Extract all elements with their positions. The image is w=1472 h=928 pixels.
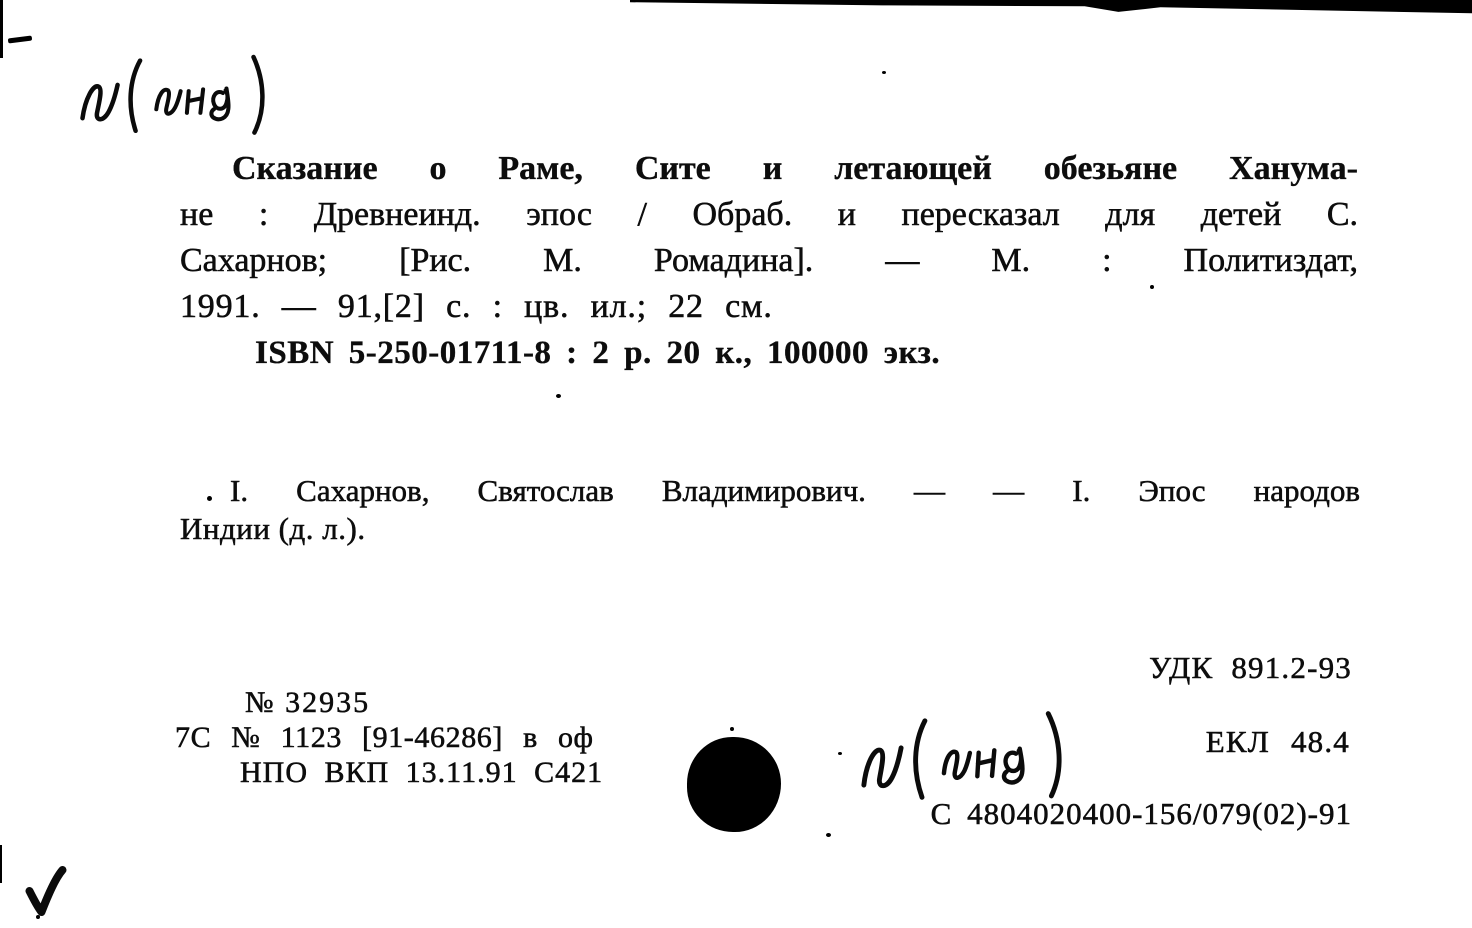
handwritten-class-mark-bottom [844, 703, 1088, 807]
accession-number: № 32935 [245, 686, 371, 719]
checkmark-icon [24, 866, 70, 918]
scan-speck [556, 394, 561, 398]
scan-speck [36, 915, 40, 919]
accession-stamp-block [175, 685, 603, 790]
scan-edge-left-line-lower [0, 845, 2, 883]
scan-pencil-dash [8, 36, 32, 44]
title-line-4: 1991. — 91,[2] с. : цв. ил.; 22 см. [180, 288, 773, 325]
title-line-1: Сказание о Раме, Сите и летающей обезьяне Ханума- [232, 150, 1358, 187]
scan-speck [826, 833, 831, 837]
udc-code: УДК 891.2-93 [1149, 650, 1352, 685]
tracings-block [180, 472, 1360, 548]
scan-speck [207, 496, 212, 501]
scan-speck [882, 71, 886, 74]
scan-speck [838, 752, 842, 755]
scan-speck [730, 727, 734, 731]
processing-line: НПО ВКП 13.11.91 С421 [240, 756, 604, 789]
tracing-line-1: I. Сахарнов, Святослав Владимирович. — — I. Эпос народов [230, 473, 1360, 508]
isbn-line: ISBN 5-250-01711-8 : 2 р. 20 к., 100000 экз. [255, 335, 941, 371]
title-line-2: не : Древнеинд. эпос / Обраб. и пересказал для детей С. [180, 196, 1358, 233]
scan-edge-top-band [630, 0, 1472, 14]
bibliographic-description [180, 146, 1358, 330]
copyright-code: С 4804020400-156/079(02)-91 [930, 796, 1352, 831]
order-number-line: 7С № 1123 [91-46286] в оф [175, 721, 594, 754]
punched-hole-dot [687, 737, 781, 832]
title-line-3: Сахарнов; [Рис. М. Ромадина]. — М. : Политиздат, [180, 242, 1358, 279]
ekl-code: ЕКЛ 48.4 [1205, 724, 1350, 759]
tracing-line-2: Индии (д. л.). [180, 511, 366, 546]
scan-speck [1150, 285, 1154, 289]
scan-edge-left-line [0, 0, 3, 58]
handwritten-class-mark-top [63, 48, 291, 138]
